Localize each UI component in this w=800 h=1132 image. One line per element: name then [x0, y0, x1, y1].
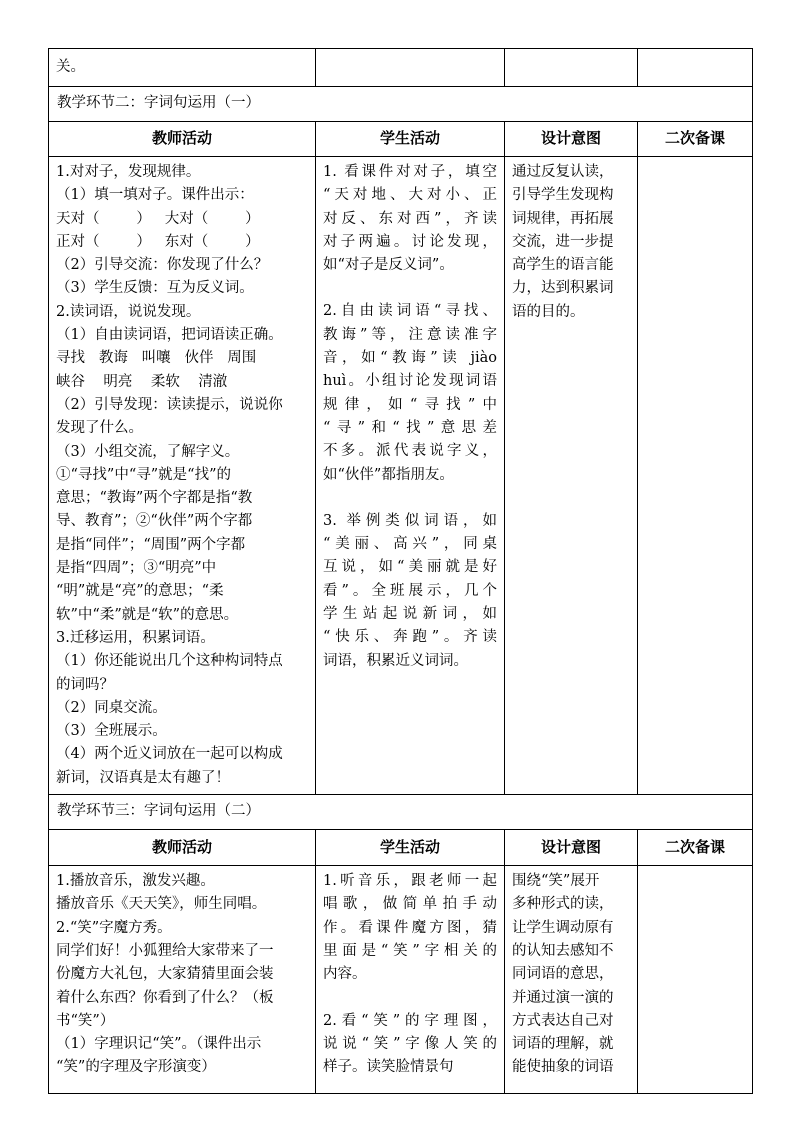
text-line: 词语，积累近义词词。 — [323, 652, 468, 669]
text-line: 份魔方大礼包，大家猜猜里面会装 — [56, 966, 274, 983]
text-line: 2.读词语，说说发现。 — [56, 303, 201, 320]
text-line: （1）填一填对子。课件出示： — [56, 187, 254, 204]
text-line: 意思；“教诲”两个字都是指“教 — [56, 490, 253, 507]
paragraph-gap — [323, 487, 497, 510]
text-line: 是指“同伴”；“周围”两个字都 — [56, 536, 246, 553]
text-line: 围绕“笑”展开 — [512, 873, 600, 890]
text-line: 里面是“笑”字相关的 — [323, 942, 497, 959]
text-line: 1.对对子，发现规律。 — [56, 164, 201, 180]
section3-second-cell — [638, 866, 753, 1094]
section3-content-row — [49, 866, 753, 1094]
text-line: 力，达到积累词 — [512, 280, 614, 297]
text-line: 样子。读笑脸情景句 — [323, 1059, 454, 1076]
section2-title-row — [49, 87, 753, 122]
text-line: 软”中“柔”就是“软”的意思。 — [56, 606, 239, 623]
text-line: 书“笑”） — [56, 1012, 115, 1029]
text-line: “明”就是“亮”的意思；“柔 — [56, 583, 224, 600]
text-line: （4）两个近义词放在一起可以构成 — [56, 746, 283, 763]
text-line: 3. 举例类似词语，如 — [323, 512, 497, 529]
text-line: 说说“笑”字像人笑的 — [323, 1035, 497, 1052]
text-line: 对子两遍。讨论发现， — [323, 233, 497, 250]
text-line: 唱歌，做简单拍手动 — [323, 896, 497, 913]
section3-teacher-cell — [49, 866, 316, 1094]
header-design-intent: 设计意图 — [505, 122, 638, 157]
text-line: 2.自由读词语“寻找、 — [323, 303, 497, 320]
text-line: 词规律，再拓展 — [512, 210, 614, 227]
text-line: 播放音乐《天天笑》，师生同唱。 — [56, 896, 267, 913]
text-line: 峡谷 明亮 柔软 清澈 — [56, 373, 228, 390]
section2-second-cell — [638, 157, 753, 795]
section3-header-row — [49, 830, 753, 866]
text-line: 学生站起说新词，如 — [323, 606, 497, 623]
text-line: 作。看课件魔方图，猜 — [323, 919, 497, 936]
top-continuation-row — [49, 49, 753, 87]
text-line: 的词吗？ — [56, 676, 114, 693]
section3-design-cell — [505, 866, 638, 1094]
top-teacher-text: 关。 — [56, 58, 85, 75]
text-line: 不多。派代表说字义， — [323, 443, 497, 460]
text-line: 是指“四周”；③“明亮”中 — [56, 560, 217, 577]
section3-title-row — [49, 795, 753, 830]
section2-title: 教学环节二：字词句运用（一） — [49, 87, 753, 122]
text-line: 导、教育”；②“伙伴”两个字都 — [56, 513, 253, 530]
section3-title: 教学环节三：字词句运用（二） — [49, 795, 753, 830]
text-line: 同词语的意思， — [512, 966, 614, 983]
text-line: 通过反复认读， — [512, 164, 614, 180]
header-teacher-activity: 教师活动 — [49, 830, 316, 866]
text-line: 的认知去感知不 — [512, 942, 614, 959]
text-line: 2.“笑”字魔方秀。 — [56, 919, 172, 936]
lesson-plan-table — [48, 48, 753, 1094]
section2-content-row — [49, 157, 753, 795]
text-line: 如“伙伴”都指朋友。 — [323, 466, 454, 483]
text-line: 看”。全班展示，几个 — [323, 582, 497, 599]
section2-design-cell — [505, 157, 638, 795]
section3-student-cell — [316, 866, 505, 1094]
top-teacher-cell — [49, 49, 316, 87]
header-second-prep: 二次备课 — [638, 122, 753, 157]
top-student-cell — [316, 49, 505, 87]
text-line: 内容。 — [323, 966, 367, 983]
text-line: “天对地、大对小、正 — [323, 187, 497, 204]
text-line: 高学生的语言能 — [512, 257, 614, 274]
text-line: “寻”和“找”意思差 — [323, 419, 497, 436]
text-line: 新词，汉语真是太有趣了！ — [56, 769, 230, 786]
section2-header-row — [49, 122, 753, 157]
text-line: 对反、东对西”，齐读 — [323, 210, 497, 227]
text-line: 着什么东西？你看到了什么？（板 — [56, 989, 274, 1006]
text-line: 3.迁移运用，积累词语。 — [56, 629, 215, 646]
text-line: 1.播放音乐，激发兴趣。 — [56, 873, 215, 890]
text-line: 2.看“笑”的字理图， — [323, 1012, 497, 1029]
text-line: 让学生调动原有 — [512, 919, 614, 936]
text-line: ①“寻找”中“寻”就是“找”的 — [56, 466, 231, 483]
text-line: （1）字理识记“笑”。（课件出示 — [56, 1036, 262, 1053]
text-line: huì。小组讨论发现词语 — [323, 373, 497, 390]
text-line: 规律，如“寻找”中 — [323, 396, 497, 413]
text-line: 1.听音乐，跟老师一起 — [323, 873, 497, 890]
paragraph-gap — [323, 277, 497, 300]
text-line: （3）学生反馈：互为反义词。 — [56, 280, 254, 297]
text-line: 能使抽象的词语 — [512, 1059, 614, 1076]
text-line: 交流，进一步提 — [512, 233, 614, 250]
text-line: 互说，如“美丽就是好 — [323, 559, 497, 576]
paragraph-gap — [323, 987, 497, 1010]
text-line: （2）同桌交流。 — [56, 699, 167, 716]
text-line: 多种形式的读， — [512, 896, 614, 913]
header-teacher-activity: 教师活动 — [49, 122, 316, 157]
text-line: 1. 看课件对对子，填空 — [323, 164, 497, 180]
section2-student-cell — [316, 157, 505, 795]
text-line: 如“对子是反义词”。 — [323, 257, 454, 274]
header-student-activity: 学生活动 — [316, 122, 505, 157]
header-second-prep: 二次备课 — [638, 830, 753, 866]
text-line: “快乐、奔跑”。齐读 — [323, 629, 497, 646]
text-line: （1）你还能说出几个这种构词特点 — [56, 653, 283, 670]
text-line: 方式表达自己对 — [512, 1012, 614, 1029]
text-line: “笑”的字理及字形演变） — [56, 1059, 216, 1076]
text-line: 引导学生发现构 — [512, 187, 614, 204]
text-line: 教诲”等，注意读准字 — [323, 326, 497, 343]
text-line: 词语的理解，就 — [512, 1036, 614, 1053]
text-line: 正对（ ） 东对（ ） — [56, 233, 260, 250]
text-line: 同学们好！小狐狸给大家带来了一 — [56, 942, 274, 959]
text-line: （2）引导发现：读读提示，说说你 — [56, 396, 283, 413]
text-line: （2）引导交流：你发现了什么？ — [56, 257, 269, 274]
text-line: 天对（ ） 大对（ ） — [56, 210, 260, 227]
header-student-activity: 学生活动 — [316, 830, 505, 866]
text-line: “美丽、高兴”，同桌 — [323, 536, 497, 553]
text-line: 音，如“教诲”读 jiào — [323, 350, 497, 367]
header-design-intent: 设计意图 — [505, 830, 638, 866]
section2-teacher-cell — [49, 157, 316, 795]
top-design-cell — [505, 49, 638, 87]
text-line: （1）自由读词语，把词语读正确。 — [56, 327, 283, 344]
text-line: 语的目的。 — [512, 303, 585, 320]
text-line: 寻找 教诲 叫嚷 伙伴 周围 — [56, 350, 257, 367]
text-line: （3）全班展示。 — [56, 723, 167, 740]
top-second-cell — [638, 49, 753, 87]
text-line: 并通过演一演的 — [512, 989, 614, 1006]
text-line: （3）小组交流，了解字义。 — [56, 443, 240, 460]
text-line: 发现了什么。 — [56, 420, 143, 437]
